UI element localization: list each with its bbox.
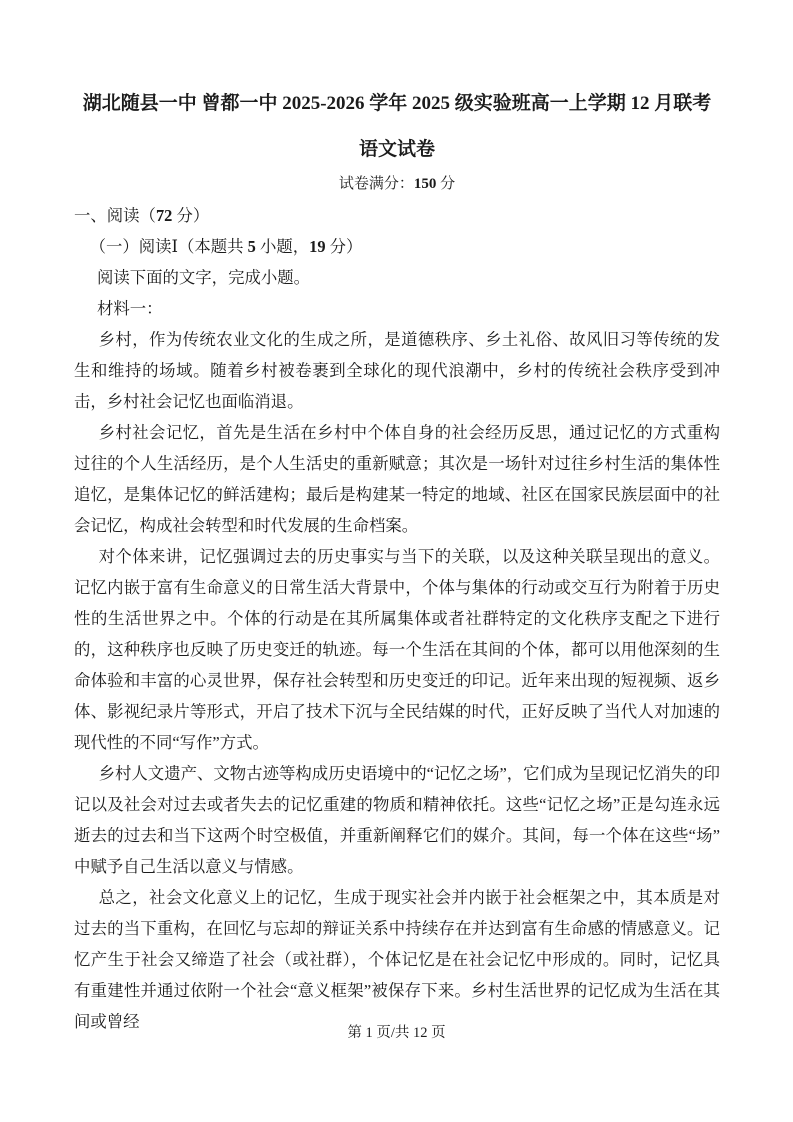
material-paragraph: 乡村，作为传统农业文化的生成之所，是道德秩序、乡土礼俗、故风旧习等传统的发生和维持的场域。随着乡村被卷裹到全球化的现代浪潮中，乡村的传统社会秩序受到冲击，乡村社会记忆也面临消退。: [74, 330, 720, 411]
material-paragraph: 乡村社会记忆，首先是生活在乡村中个体自身的社会经历反思，通过记忆的方式重构过往的个人生活经历，是个人生活史的重新赋意；其次是一场针对过往乡村生活的集体性追忆，是集体记忆的鲜活建构；最后是构建某一特定的地域、社区在国家民族层面中的社会记忆，构成社会转型和时代发展的生命档案。: [74, 423, 720, 535]
section-heading-reading: 一、阅读（72 分）: [74, 206, 210, 225]
full-score-note: 试卷满分：150 分: [338, 176, 456, 192]
material-paragraph: 对个体来讲，记忆强调过去的历史事实与当下的关联，以及这种关联呈现出的意义。记忆内嵌于富有生命意义的日常生活大背景中，个体与集体的行动或交互行为附着于历史性的生活世界之中。个体的行动是在其所属集体或者社群特定的文化秩序支配之下进行的，这种秩序也反映了历史变迁的轨迹。每一个生活在其间的个体，都可以用他深刻的生命体验和丰富的心灵世界，保存社会转型和历史变迁的印记。近年来出现的短视频、返乡体、影视纪录片等形式，开启了技术下沉与全民结媒的时代，正好反映了当代人对加速的现代性的不同“写作”方式。: [74, 547, 720, 752]
document-title: 湖北随县一中 曾都一中 2025-2026 学年 2025 级实验班高一上学期 12 月联考: [82, 93, 712, 114]
reading-instruction: 阅读下面的文字，完成小题。: [96, 268, 311, 287]
subsection-heading-reading-1: （一）阅读Ⅰ（本题共 5 小题，19 分）: [89, 237, 363, 256]
document-body: [74, 200, 720, 1037]
document-subtitle: 语文试卷: [358, 139, 435, 160]
material-paragraph: 乡村人文遗产、文物古迹等构成历史语境中的“记忆之场”，它们成为呈现记忆消失的印记以及社会对过去或者失去的记忆重建的物质和精神依托。这些“记忆之场”正是勾连永远逝去的过去和当下这两个时空极值，并重新阐释它们的媒介。其间，每一个体在这些“场”中赋予自己生活以意义与情感。: [74, 764, 720, 876]
material-one-label: 材料一：: [96, 299, 163, 318]
material-paragraph: 总之，社会文化意义上的记忆，生成于现实社会并内嵌于社会框架之中，其本质是对过去的当下重构，在回忆与忘却的辩证关系中持续存在并达到富有生命感的情感意义。记忆产生于社会又缔造了社会（或社群），个体记忆是在社会记忆中形成的。同时，记忆具有重建性并通过依附一个社会“意义框架”被保存下来。乡村生活世界的记忆成为生活在其间或曾经: [74, 888, 720, 1031]
page-number-footer: 第 1 页/共 12 页: [347, 1025, 446, 1041]
